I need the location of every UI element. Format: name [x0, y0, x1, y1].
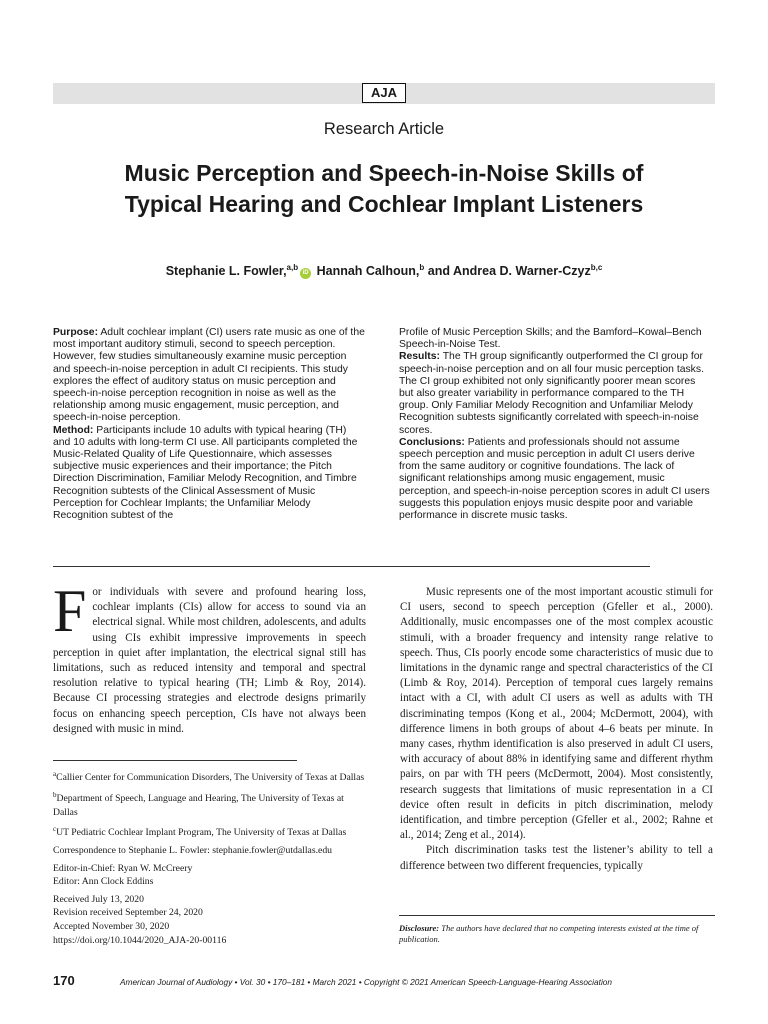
author-affiliation: a,b: [286, 263, 299, 272]
affiliation-marker: b: [53, 790, 57, 799]
body-right-column: [400, 585, 713, 874]
results-label: Results:: [399, 351, 440, 363]
author-affiliation: b: [419, 263, 425, 272]
method-text: Participants include 10 adults with typical hearing (TH) and 10 adults with long-term CI use. All participants completed the Music-Related Quality of Life Questionnaire, which assesses subjective music experiences and their importance; the Pitch Direction Discrimination, Familiar Melody Recognition, and Timbre Recognition subtests of the Clinical Assessment of Music Perception for Cochlear Implants; the Unfamiliar Melody Recognition subtest of the: [53, 424, 358, 522]
intro-text: or individuals with severe and profound hearing loss, cochlear implants (CIs) allow for access to sound via an electrical signal. While most children, adolescents, and adults using CIs exhibit impressive improvements in speech perception in quiet after implantation, the electrical signal still has limitations, such as reduced intensity and temporal and spectral resolution relative to typical hearing (TH; Limb & Roy, 2014). Because CI processing strategies and electrode designs primarily focus on enhancing speech perception, CIs have not always been designed with music in mind.: [53, 586, 366, 735]
received-date: Received July 13, 2020: [53, 893, 144, 905]
disclosure-text: The authors have declared that no competing interests existed at the time of publication.: [399, 923, 699, 944]
article-type: Research Article: [323, 120, 445, 138]
disclosure: [399, 923, 715, 945]
author-list: [0, 263, 768, 279]
author-name: Stephanie L. Fowler,: [165, 264, 287, 279]
author-name: Hannah Calhoun,: [316, 264, 420, 279]
doi-link[interactable]: https://doi.org/10.1044/2020_AJA-20-00116: [53, 934, 227, 946]
author-name: and Andrea D. Warner-Czyz: [427, 264, 591, 279]
accepted-date: Accepted November 30, 2020: [53, 921, 170, 933]
abstract-left-column: [53, 327, 365, 522]
affiliation-text: Callier Center for Communication Disorders, The University of Texas at Dallas: [56, 772, 365, 784]
purpose-label: Purpose:: [53, 327, 99, 338]
disclosure-label: Disclosure:: [399, 923, 440, 933]
affiliation-marker: c: [53, 825, 57, 834]
disclosure-divider: [399, 915, 715, 916]
body-paragraph: Music represents one of the most important acoustic stimuli for CI users, second to speech perception (Gfeller et al., 2000). Additionally, music encompasses one of the most complex acoustic stimuli, with a broader frequency and intensity range relative to speech. Thus, CIs poorly encode some characteristics of music due to limitations in the dynamic range and spectral characteristics of the CI (Limb & Roy, 2014). Perception of temporal cues largely remains intact with a CI, with adult CI users as well as adults with TH discriminating tempos (Kong et al., 2004; McDermott, 2004), with difference limens in both groups of about 4–6 beats per minute. In many cases, rhythm identification is also preserved in adult CI users, with accuracy of about 88% in identifying same and different rhythm pairs, on par with TH peers (McDermott, 2004). Most consistently, research suggests that limitations of music representation in a CI device often result in deficits in pitch discrimination, melody identification, and timbre perception (Gfeller et al., 2002; Rahne et al., 2014; Zeng et al., 2014).: [400, 586, 713, 842]
article-title: Music Perception and Speech-in-Noise Skills of Typical Hearing and Cochlear Implant Listeners: [124, 160, 644, 217]
revision-date: Revision received September 24, 2020: [53, 907, 203, 919]
intro-paragraph: [53, 578, 366, 737]
affiliation-marker: a: [53, 770, 57, 778]
drop-cap: F: [53, 578, 87, 644]
abstract-right-column: [399, 327, 711, 522]
affiliation-text: UT Pediatric Cochlear Implant Program, The University of Texas at Dallas: [56, 827, 347, 839]
body-left-column: [53, 578, 366, 737]
author-affiliation: b,c: [590, 263, 603, 272]
conclusions-label: Conclusions:: [399, 436, 465, 448]
abstract-divider: [53, 566, 650, 567]
editor-in-chief: Editor-in-Chief: Ryan W. McCreery: [53, 862, 193, 874]
footnote-divider: [53, 760, 297, 761]
abstract-method: [53, 425, 365, 523]
affiliation-a: [53, 768, 366, 785]
journal-badge: AJA: [362, 83, 406, 103]
results-text: The TH group significantly outperformed the CI group for speech-in-noise perception and on all four music perception tasks. The CI group exhibited not only significantly poorer mean scores but also greater variability in performance compared to the TH group. Only Familiar Melody Recognition and Unfamiliar Melody Recognition subtests significantly correlated with speech-in-noise scores.: [399, 351, 704, 436]
conclusions-text: Patients and professionals should not assume speech perception and music perception in adult CI users derive from the same auditory or cognitive foundations. The lack of significant relationships among music engagement, music perception, and speech-in-noise perception scores in adult CI users suggests this population enjoys music despite poor and variable performance in discrete music tasks.: [399, 436, 710, 522]
page-number: 170: [53, 973, 75, 988]
body-paragraph: Pitch discrimination tasks test the listener’s ability to tell a difference between two different frequencies, typically: [400, 844, 713, 872]
abstract-conclusions: [399, 437, 711, 522]
correspondence: Correspondence to Stephanie L. Fowler: stephanie.fowler@utdallas.edu: [53, 845, 333, 857]
method-label: Method:: [53, 424, 94, 436]
affiliation-c: [53, 823, 366, 840]
purpose-text: Adult cochlear implant (CI) users rate music as one of the most important auditory stimuli, second to speech perception. However, few studies simultaneously examine music perception and speech-in-noise perception in adult CI recipients. This study explores the effect of auditory status on music perception and speech-in-noise perception recognition in noise as well as the relationship among music engagement, music perception, and speech-in-noise perception.: [53, 327, 365, 424]
method-continued: Profile of Music Perception Skills; and the Bamford–Kowal–Bench Speech-in-Noise Test.: [399, 327, 702, 351]
footnotes: [53, 768, 366, 947]
affiliation-b: [53, 789, 366, 819]
orcid-icon[interactable]: iD: [300, 268, 311, 279]
abstract-results: [399, 351, 711, 436]
running-footer: American Journal of Audiology • Vol. 30 • 170–181 • March 2021 • Copyright © 2021 American Speech-Language-Hearing Association: [120, 977, 613, 987]
affiliation-text: Department of Speech, Language and Hearing, The University of Texas at Dallas: [53, 793, 344, 818]
editor: Editor: Ann Clock Eddins: [53, 876, 154, 888]
abstract-purpose: [53, 327, 365, 425]
